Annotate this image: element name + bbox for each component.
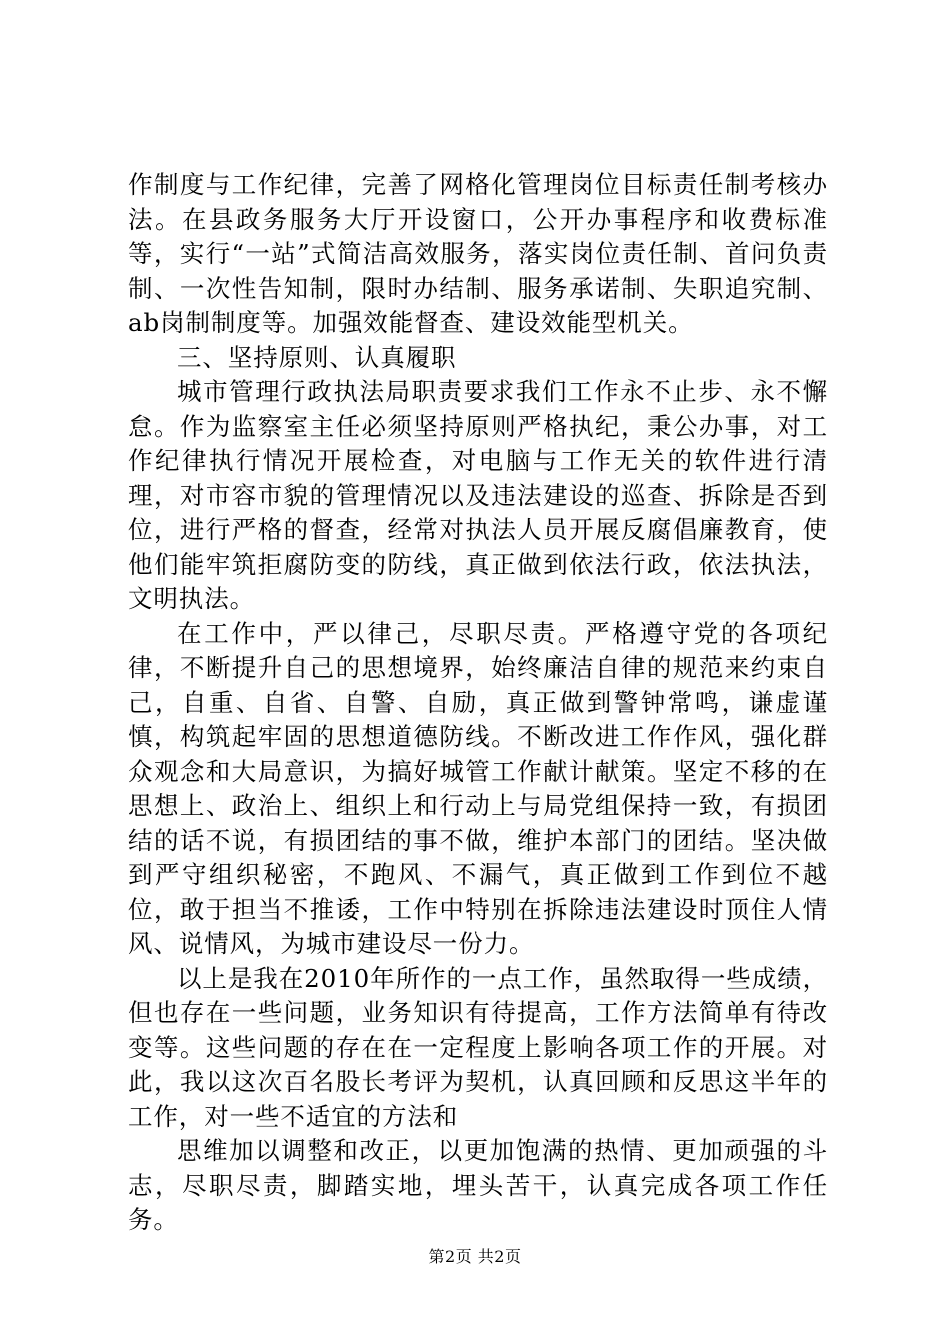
paragraph-closing: 思维加以调整和改正，以更加饱满的热情、更加顽强的斗志，尽职尽责，脚踏实地，埋头苦干，认真完成各项工作任务。 <box>128 1136 828 1234</box>
section-heading: 三、坚持原则、认真履职 <box>177 342 457 372</box>
paragraph-continuation: 作制度与工作纪律，完善了网格化管理岗位目标责任制考核办法。在县政务服务大厅开设窗口，公开办事程序和收费标准等，实行“一站”式简洁高效服务，落实岗位责任制、首问负责制、一次性告知制，限时办结制、服务承诺制、失职追究制、ab岗制制度等。加强效能督查、建设效能型机关。 <box>128 170 828 337</box>
paragraph-self-discipline: 在工作中，严以律己，尽职尽责。严格遵守党的各项纪律，不断提升自己的思想境界，始终廉洁自律的规范来约束自己，自重、自省、自警、自励，真正做到警钟常鸣，谦虚谨慎，构筑起牢固的思想道德防线。不断改进工作作风，强化群众观念和大局意识，为搞好城管工作献计献策。坚定不移的在思想上、政治上、组织上和行动上与局党组保持一致，有损团结的话不说，有损团结的事不做，维护本部门的团结。坚决做到严守组织秘密，不跑风、不漏气，真正做到工作到位不越位，敢于担当不推诿，工作中特别在拆除违法建设时顶住人情风、说情风，为城市建设尽一份力。 <box>128 618 828 958</box>
paragraph-duties: 城市管理行政执法局职责要求我们工作永不止步、永不懈怠。作为监察室主任必须坚持原则严格执纪，秉公办事，对工作纪律执行情况开展检查，对电脑与工作无关的软件进行清理，对市容市貌的管理情况以及违法建设的巡查、拆除是否到位，进行严格的督查，经常对执法人员开展反腐倡廉教育，使他们能牢筑拒腐防变的防线，真正做到依法行政，依法执法，文明执法。 <box>128 377 828 613</box>
paragraph-summary: 以上是我在2010年所作的一点工作，虽然取得一些成绩，但也存在一些问题，业务知识有待提高，工作方法简单有待改变等。这些问题的存在在一定程度上影响各项工作的开展。对此，我以这次百名股长考评为契机，认真回顾和反思这半年的工作，对一些不适宜的方法和 <box>128 963 828 1131</box>
document-body <box>128 168 828 1238</box>
page-footer: 第2页 共2页 <box>428 1247 522 1266</box>
